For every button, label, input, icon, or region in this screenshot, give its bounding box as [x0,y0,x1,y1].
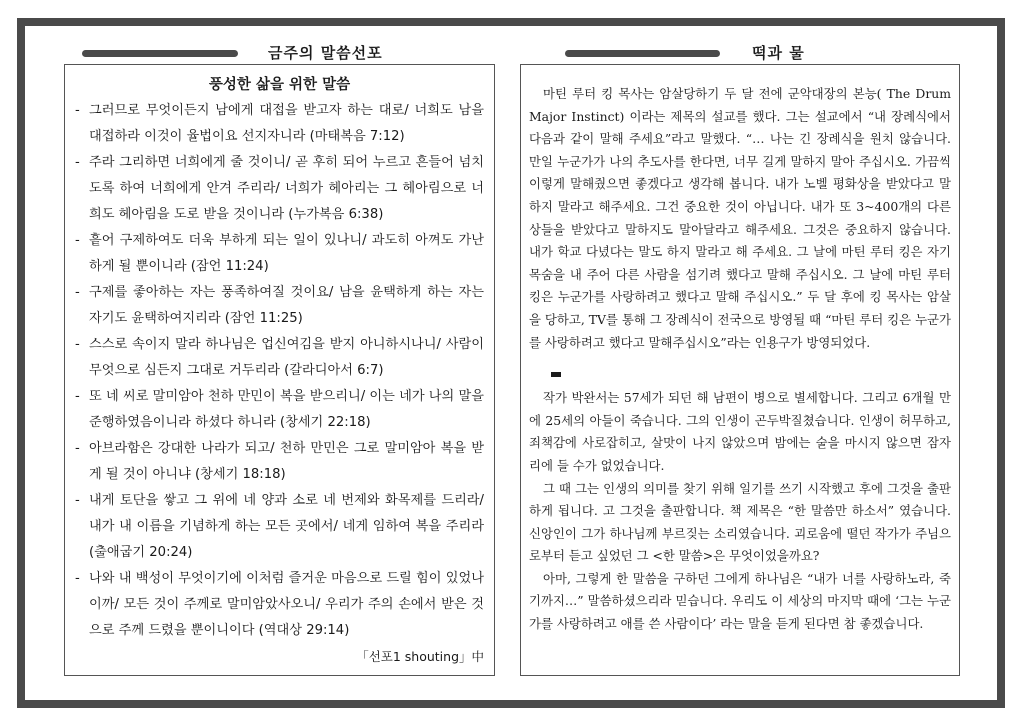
verse-item [75,332,484,384]
verse-text: 주라 그리하면 너희에게 줄 것이니/ 곧 후히 되어 누르고 흔들어 넘치도록 하여 너희에게 안겨 주리라/ 너희가 헤아리는 그 헤아림으로 너희도 헤아림을 도로 받을 것이니라 (누가복음 6:38) [89,155,484,222]
scripture-box-title: 풍성한 삶을 위한 말씀 [208,77,351,93]
verse-text: 나와 내 백성이 무엇이기에 이처럼 즐거운 마음으로 드릴 힘이 있었나이까/ 모든 것이 주께로 말미암았사오니/ 우리가 주의 손에서 받은 것으로 주께 드렸을 뿐이니이다 (역대상 29:14) [89,571,484,638]
bullet-dash: - [75,493,80,508]
verse-item [75,436,484,488]
essay-paragraph: 작가 박완서는 57세가 되던 해 남편이 병으로 별세합니다. 그리고 6개월 만에 25세의 아들이 죽습니다. 그의 인생이 곤두박질쳤습니다. 인생이 허무하고, 죄책감에 사로잡히고, 살맛이 나지 않았으며 밤에는 술을 마시지 않으면 잠자리에 들 수가 없었습니다. [529,390,951,473]
source-citation: 「선포1 shouting」中 [356,649,484,664]
bullet-dash: - [75,285,80,300]
essay-paragraph: 마틴 루터 킹 목사는 암살당하기 두 달 전에 군악대장의 본능( The Drum Major Instinct) 이라는 제목의 설교를 했다. 그는 설교에서 “내 장례식에서 다음과 같이 말해 주세요”라고 말했다. “… 나는 긴 장례식을 원치 않습니다. 만일 누군가가 나의 추도사를 한다면, 너무 길게 말하지 말아 주십시오. 가끔씩 이렇게 말해줬으면 좋겠다고 생각해 봅니다. 내가 노벨 평화상을 받았다고 말하지 말라고 해주세요. 그건 중요한 것이 아닙니다. 내가 또 3~400개의 다른 상들을 받았다고 말하지도 말아달라고 해주세요. 그것은 중요하지 않습니다. 내가 학교 다녔다는 말도 하지 말라고 해 주세요. 그 날에 마틴 루터 킹은 자기 목숨을 내 주어 다른 사람을 섬기려 했다고 말해 주십시오. 그 날에 마틴 루터 킹은 누군가를 사랑하려고 했다고 말해 주십시오.” 두 달 후에 킹 목사는 암살을 당하고, TV를 통해 그 장례식이 전국으로 방영될 때 “마틴 루터 킹은 누군가를 사랑하려고 했다고 말해주십시오”라는 인용구가 방영되었다. [529,86,951,350]
bullet-dash: - [75,103,80,118]
verse-text: 그러므로 무엇이든지 남에게 대접을 받고자 하는 대로/ 너희도 남을 대접하라 이것이 율법이요 선지자니라 (마태복음 7:12) [89,103,484,144]
verse-item [75,98,484,150]
right-column-header [565,42,885,66]
verse-list [75,98,484,644]
bullet-dash: - [75,337,80,352]
verse-text: 구제를 좋아하는 자는 풍족하여질 것이요/ 남을 윤택하게 하는 자는 자기도 윤택하여지리라 (잠언 11:25) [89,285,484,326]
verse-text: 아브라함은 강대한 나라가 되고/ 천하 만민은 그로 말미암아 복을 받게 될 것이 아니냐 (창세기 18:18) [89,441,484,482]
essay-paragraph: 아마, 그렇게 한 말씀을 구하던 그에게 하나님은 “내가 너를 사랑하노라, 죽기까지…” 말씀하셨으리라 믿습니다. 우리도 이 세상의 마지막 때에 ‘그는 누군가를 사랑하려고 애를 쓴 사람이다’ 라는 말을 듣게 된다면 참 좋겠습니다. [529,570,951,632]
left-column-header [82,42,502,66]
verse-text: 내게 토단을 쌓고 그 위에 네 양과 소로 네 번제와 화목제를 드리라/ 내가 내 이름을 기념하게 하는 모든 곳에서/ 네게 임하여 복을 주리라 (출애굽기 20:24) [89,493,484,560]
verse-text: 흩어 구제하여도 더욱 부하게 되는 일이 있나니/ 과도히 아껴도 가난하게 될 뿐이니라 (잠언 11:24) [89,233,484,274]
right-header-title: 떡과 물 [752,44,805,62]
right-header-bar [565,50,720,57]
verse-item [75,488,484,566]
verse-item [75,228,484,280]
verse-text: 또 네 씨로 말미암아 천하 만민이 복을 받으리니/ 이는 네가 나의 말을 준행하였음이니라 하셨다 하니라 (창세기 22:18) [89,389,484,430]
bullet-dash: - [75,233,80,248]
scripture-box [64,64,495,676]
verse-item [75,384,484,436]
essay-box [520,64,960,676]
verse-text: 스스로 속이지 말라 하나님은 업신여김을 받지 아니하시나니/ 사람이 무엇으로 심든지 그대로 거두리라 (갈라디아서 6:7) [89,337,484,378]
bullet-dash: - [75,389,80,404]
verse-item [75,566,484,644]
bullet-dash: - [75,571,80,586]
verse-item [75,280,484,332]
verse-item [75,150,484,228]
bullet-dash: - [75,155,80,170]
essay-paragraph: 그 때 그는 인생의 의미를 찾기 위해 일기를 쓰기 시작했고 후에 그것을 출판하게 됩니다. 고 그것을 출판합니다. 책 제목은 “한 말씀만 하소서” 였습니다. 신앙인이 그가 하나님께 부르짖는 소리였습니다. 괴로움에 떨던 작가가 주님으로부터 듣고 싶었던 그 <한 말씀>은 무엇이었을까요? [529,480,951,564]
section-marker [551,372,561,377]
left-header-title: 금주의 말씀선포 [268,44,383,62]
bullet-dash: - [75,441,80,456]
left-header-bar [82,50,238,57]
